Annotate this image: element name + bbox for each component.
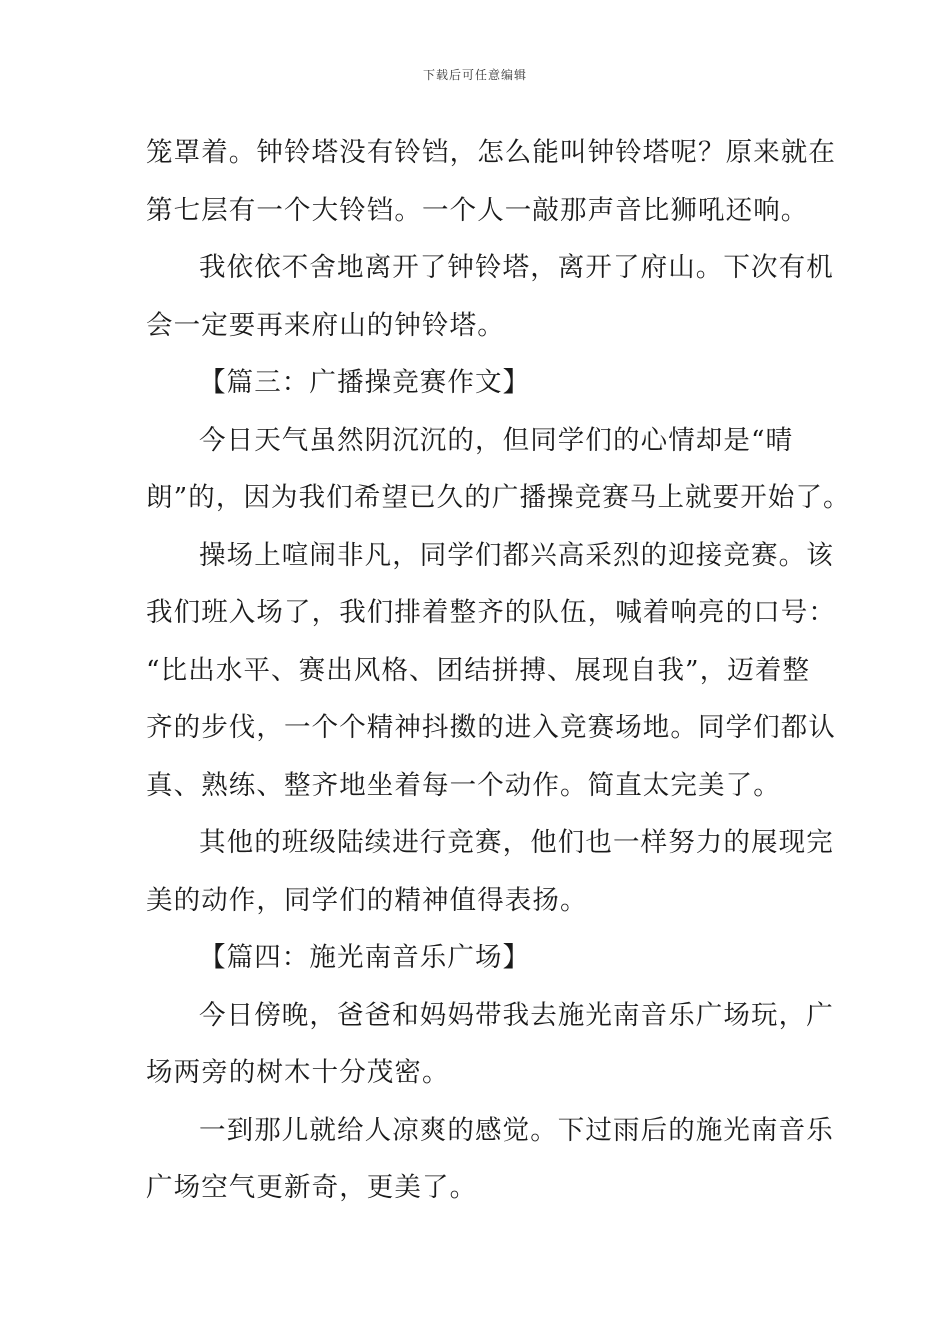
text-line: 齐的步伐，一个个精神抖擞的进入竞赛场地。同学们都认 (146, 712, 836, 743)
page-header: 下载后可任意编辑 (422, 68, 527, 82)
text-line: 我们班入场了，我们排着整齐的队伍，喊着响亮的口号： (146, 597, 836, 628)
document-body (146, 124, 851, 1217)
section-heading-4: 【篇四：施光南音乐广场】 (199, 942, 531, 973)
text-line: 会一定要再来府山的钟铃塔。 (146, 309, 505, 341)
text-line: 第七层有一个大铃铛。一个人一敲那声音比狮吼还响。 (146, 194, 809, 226)
paragraph-start-line: 操场上喧闹非凡，同学们都兴高采烈的迎接竞赛。该 (199, 539, 834, 571)
text-line: 广场空气更新奇，更美了。 (146, 1172, 478, 1203)
text-line: 真、熟练、整齐地坐着每一个动作。简直太完美了。 (146, 769, 781, 801)
paragraph-start-line: 我依依不舍地离开了钟铃塔，离开了府山。下次有机 (199, 252, 834, 283)
text-line: 美的动作，同学们的精神值得表扬。 (146, 884, 588, 916)
paragraph-start-line: 一到那儿就给人凉爽的感觉。下过雨后的施光南音乐 (199, 1114, 834, 1146)
paragraph-start-line: 其他的班级陆续进行竞赛，他们也一样努力的展现完 (199, 827, 834, 858)
text-line: 笼罩着。钟铃塔没有铃铛，怎么能叫钟铃塔呢？原来就在 (146, 137, 836, 168)
paragraph-start-line: 今日傍晚，爸爸和妈妈带我去施光南音乐广场玩，广 (199, 999, 834, 1031)
text-line: 朗”的，因为我们希望已久的广播操竞赛马上就要开始了。 (146, 482, 851, 513)
text-line: “比出水平、赛出风格、团结拼搏、展现自我”，迈着整 (146, 654, 811, 686)
paragraph-start-line: 今日天气虽然阴沉沉的，但同学们的心情却是“晴 (199, 424, 794, 456)
section-heading-3: 【篇三：广播操竞赛作文】 (199, 367, 531, 398)
text-line: 场两旁的树木十分茂密。 (146, 1057, 450, 1088)
